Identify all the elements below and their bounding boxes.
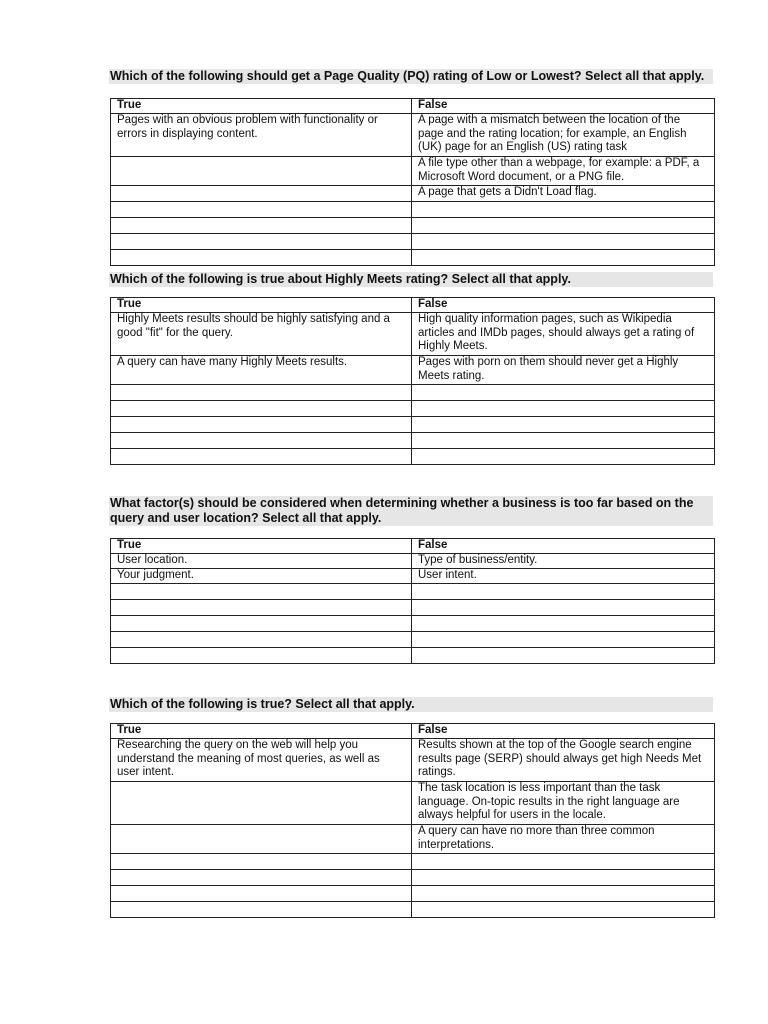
- empty-row: [111, 854, 715, 870]
- empty-row: [111, 202, 715, 218]
- false-cell: A query can have no more than three common interpretations.: [412, 825, 715, 854]
- false-column-header: False: [412, 298, 715, 313]
- empty-row: [111, 401, 715, 417]
- answer-table-2: [110, 297, 715, 465]
- true-column-header: True: [111, 298, 412, 313]
- false-cell: High quality information pages, such as Wikipedia articles and IMDb pages, should always get a rating of Highly Meets.: [412, 313, 715, 356]
- false-cell: Type of business/entity.: [412, 554, 715, 569]
- true-column-header: True: [111, 724, 412, 739]
- question-4: Which of the following is true? Select all that apply.: [109, 697, 713, 712]
- table-row: [111, 356, 715, 385]
- empty-row: [111, 616, 715, 632]
- question-3: What factor(s) should be considered when determining whether a business is too far based on the query and user location? Select all that apply.: [109, 496, 713, 526]
- true-cell: Researching the query on the web will help you understand the meaning of most queries, as well as user intent.: [111, 739, 412, 782]
- table-row: [111, 157, 715, 186]
- false-cell: A page that gets a Didn't Load flag.: [412, 186, 715, 202]
- true-cell: [111, 186, 412, 202]
- answer-table-4: [110, 723, 715, 918]
- table-header-row: [111, 99, 715, 114]
- empty-row: [111, 886, 715, 902]
- true-cell: Highly Meets results should be highly satisfying and a good "fit" for the query.: [111, 313, 412, 356]
- false-column-header: False: [412, 539, 715, 554]
- empty-row: [111, 600, 715, 616]
- empty-row: [111, 218, 715, 234]
- true-cell: [111, 782, 412, 825]
- false-cell: Pages with porn on them should never get a Highly Meets rating.: [412, 356, 715, 385]
- empty-row: [111, 385, 715, 401]
- false-cell: Results shown at the top of the Google search engine results page (SERP) should always get high Needs Met ratings.: [412, 739, 715, 782]
- table-row: [111, 782, 715, 825]
- true-column-header: True: [111, 539, 412, 554]
- empty-row: [111, 648, 715, 664]
- true-column-header: True: [111, 99, 412, 114]
- false-cell: User intent.: [412, 569, 715, 584]
- table-header-row: [111, 724, 715, 739]
- table-row: [111, 186, 715, 202]
- question-1: Which of the following should get a Page Quality (PQ) rating of Low or Lowest? Select all that apply.: [109, 69, 713, 84]
- empty-row: [111, 417, 715, 433]
- false-cell: A page with a mismatch between the location of the page and the rating location; for example, an English (UK) page for an English (US) rating task: [412, 114, 715, 157]
- true-cell: Pages with an obvious problem with functionality or errors in displaying content.: [111, 114, 412, 157]
- table-row: [111, 114, 715, 157]
- false-cell: The task location is less important than the task language. On-topic results in the right language are always helpful for users in the locale.: [412, 782, 715, 825]
- question-2: Which of the following is true about Highly Meets rating? Select all that apply.: [109, 272, 713, 287]
- table-header-row: [111, 539, 715, 554]
- table-row: [111, 739, 715, 782]
- false-cell: A file type other than a webpage, for example: a PDF, a Microsoft Word document, or a PNG file.: [412, 157, 715, 186]
- false-column-header: False: [412, 724, 715, 739]
- table-row: [111, 554, 715, 569]
- table-row: [111, 569, 715, 584]
- empty-row: [111, 902, 715, 918]
- true-cell: A query can have many Highly Meets results.: [111, 356, 412, 385]
- empty-row: [111, 250, 715, 266]
- true-cell: [111, 825, 412, 854]
- false-column-header: False: [412, 99, 715, 114]
- true-cell: User location.: [111, 554, 412, 569]
- true-cell: [111, 157, 412, 186]
- table-row: [111, 825, 715, 854]
- empty-row: [111, 632, 715, 648]
- empty-row: [111, 433, 715, 449]
- table-row: [111, 313, 715, 356]
- empty-row: [111, 449, 715, 465]
- true-cell: Your judgment.: [111, 569, 412, 584]
- empty-row: [111, 584, 715, 600]
- empty-row: [111, 870, 715, 886]
- answer-table-1: [110, 98, 715, 266]
- answer-table-3: [110, 538, 715, 664]
- table-header-row: [111, 298, 715, 313]
- empty-row: [111, 234, 715, 250]
